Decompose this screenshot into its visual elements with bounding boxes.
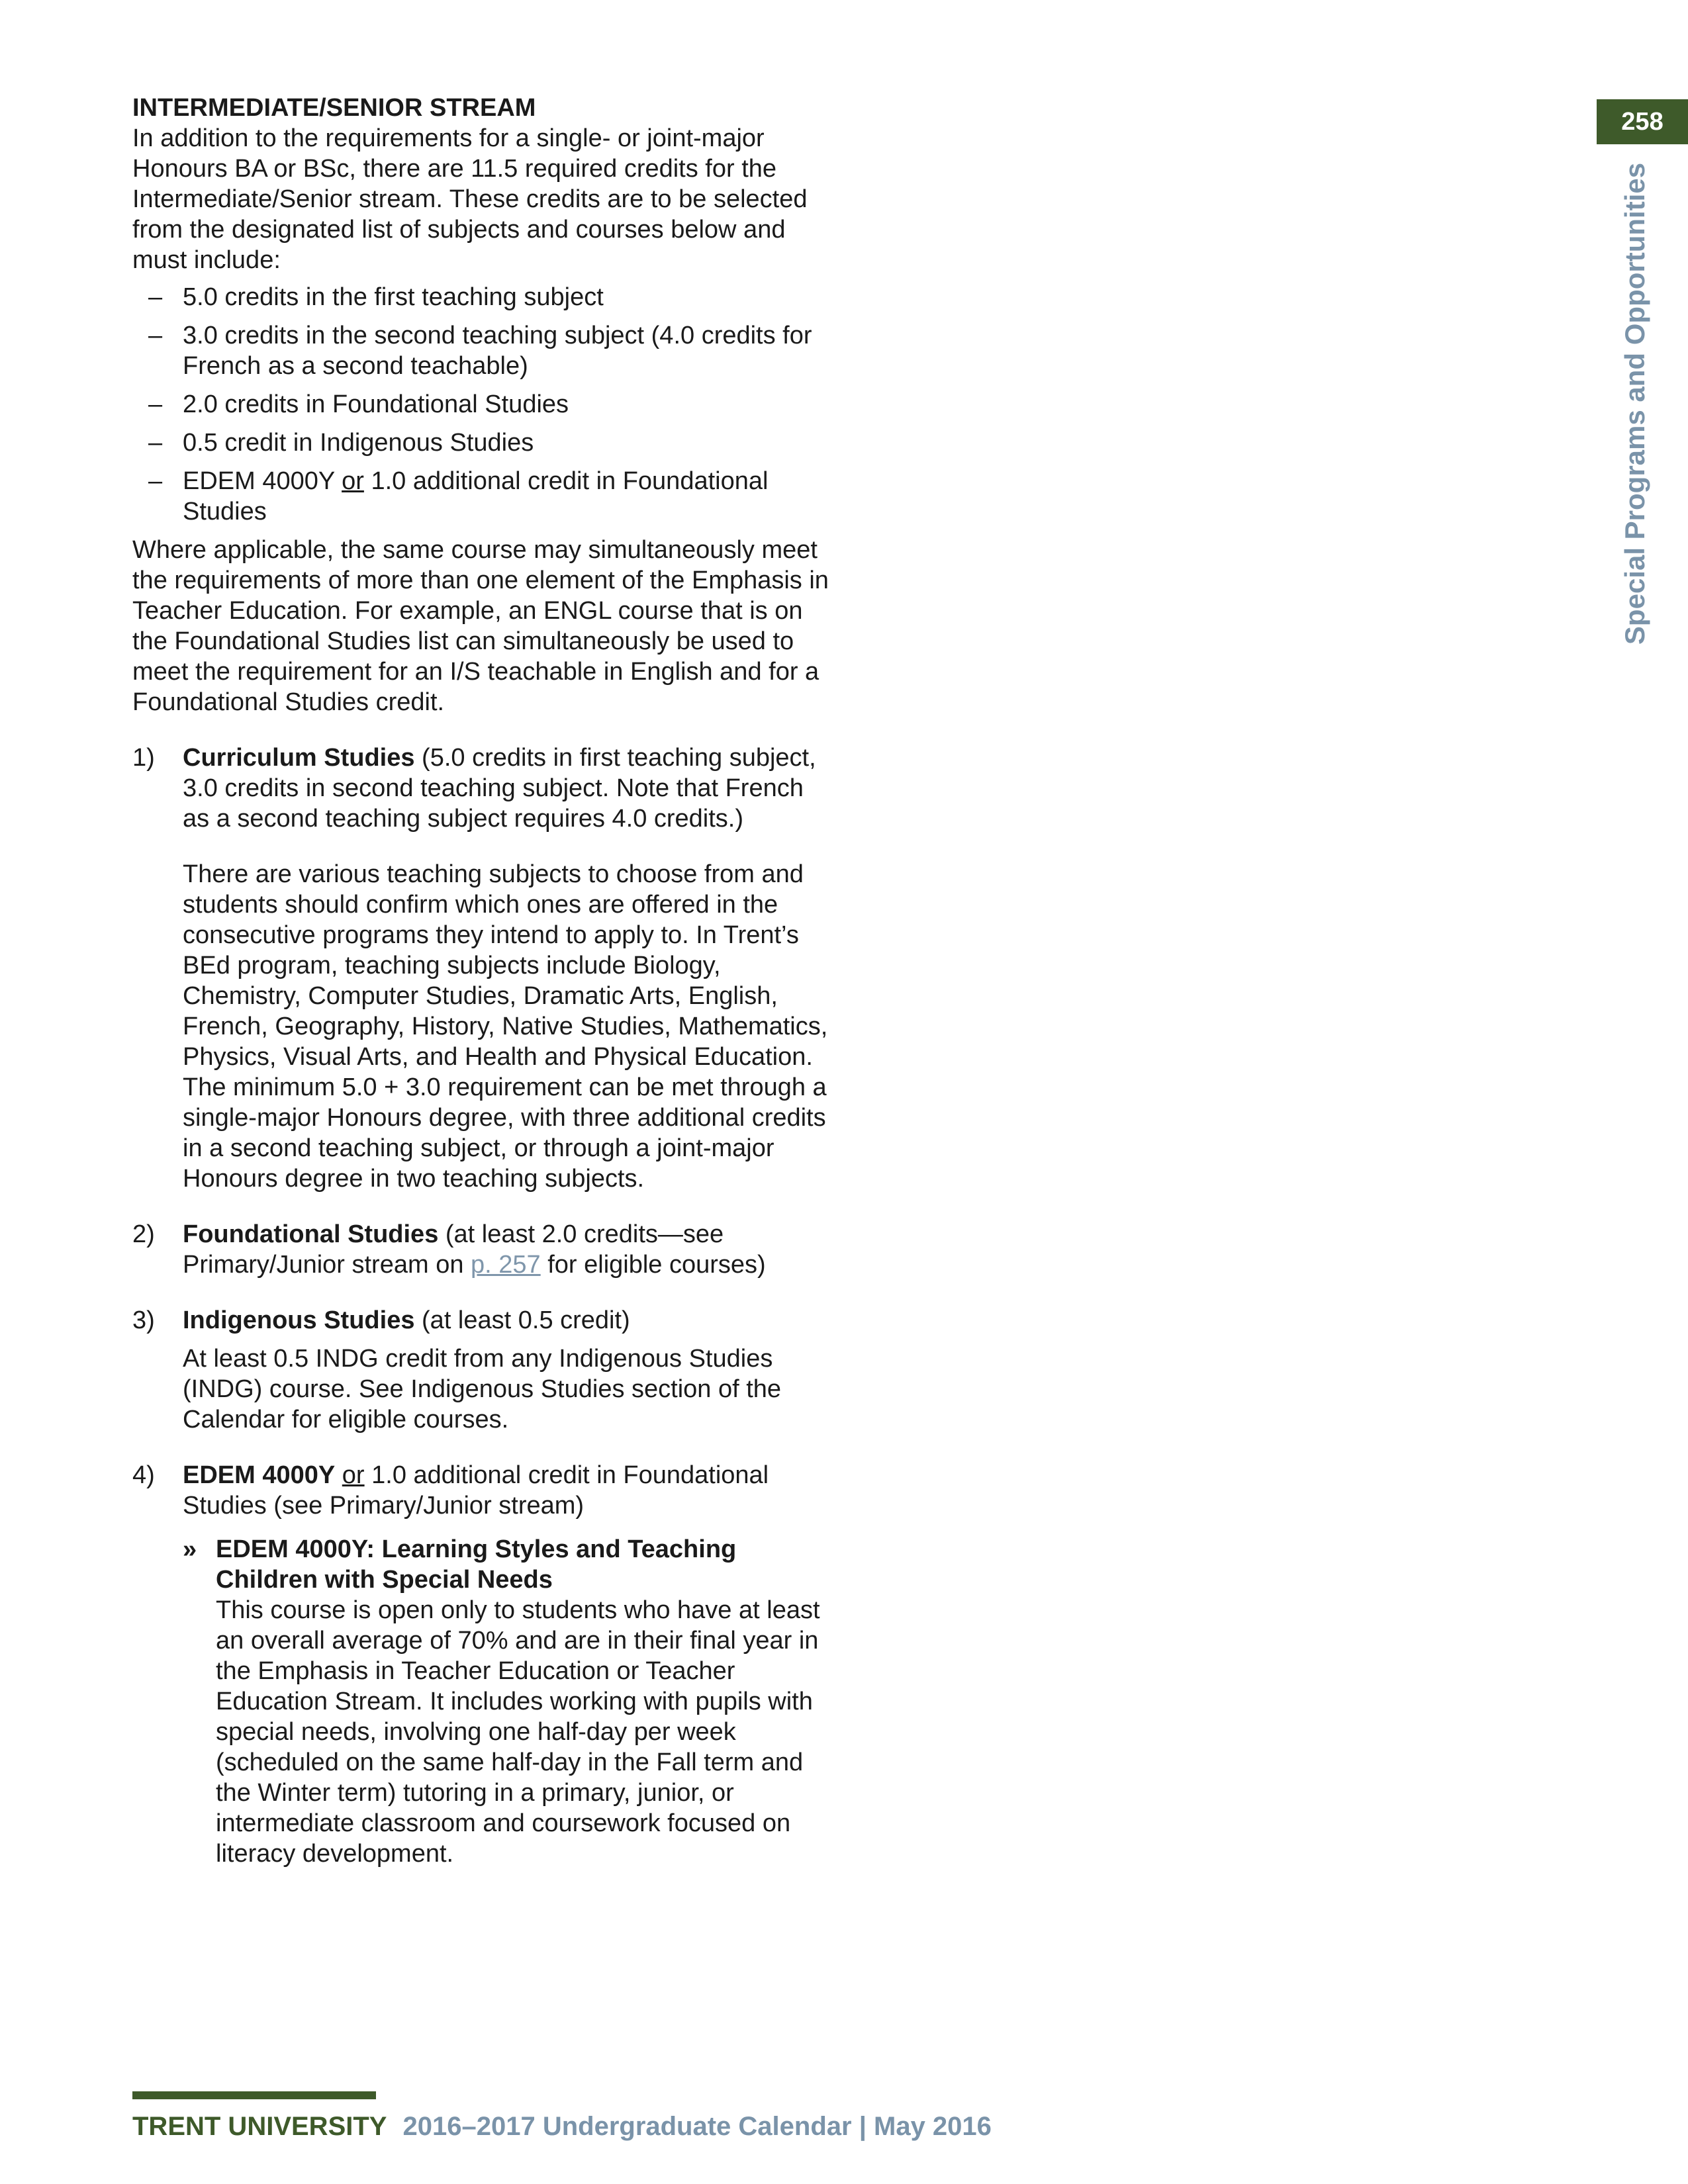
dash-marker: – [148, 283, 163, 311]
item-body: There are various teaching subjects to choose from and students should confirm which ones are offered in the consecutive programs they intend to apply to. In Trent’s BEd program, teaching subjects include Biology, Chemistry, Computer Studies, Dramatic Arts, English, French, Geography, History, Native Studies, Mathematics, Physics, Visual Arts, and Health and Physical Education. The minimum 5.0 + 3.0 requirement can be met through a single-major Honours degree, with three additional credits in a second teaching subject, or through a joint-major Honours degree in two teaching subjects. [183, 860, 828, 1193]
list-item [132, 389, 834, 420]
page-number-tab: 258 [1597, 99, 1688, 144]
item-detail: 1.0 additional credit in Foundational Studies (see Primary/Junior stream) [183, 1461, 769, 1520]
requirement-text: 5.0 credits in the first teaching subject [183, 283, 604, 311]
page-257-link[interactable]: p. 257 [471, 1251, 541, 1279]
dash-marker: – [148, 467, 163, 495]
item-heading-line [183, 1305, 834, 1336]
section-heading: INTERMEDIATE/SENIOR STREAM [132, 94, 536, 122]
item-number: 4) [132, 1461, 155, 1489]
item-heading-line [183, 1219, 834, 1280]
footer-calendar: 2016–2017 Undergraduate Calendar | May 2016 [402, 2112, 992, 2141]
dash-marker: – [148, 390, 163, 418]
intro-paragraph: In addition to the requirements for a single- or joint-major Honours BA or BSc, there are 11.5 required credits for the Intermediate/Senior stream. These credits are to be selected from the designated list of subjects and courses below and must include: [132, 124, 808, 274]
foundational-studies-item [132, 1219, 834, 1280]
item-detail: (at least 0.5 credit) [414, 1306, 630, 1334]
requirement-text: 3.0 credits in the second teaching subject (4.0 credits for French as a second teachable) [183, 322, 812, 380]
item-detail-after: for eligible courses) [540, 1251, 766, 1279]
list-item [132, 466, 834, 527]
course-body: This course is open only to students who have at least an overall average of 70% and are in their final year in the Emphasis in Teacher Education or Teacher Education Stream. It includes working with pupils with special needs, involving one half-day per week (scheduled on the same half-day in the Fall term and the Winter term) tutoring in a primary, junior, or intermediate classroom and coursework focused on literacy development. [216, 1596, 820, 1868]
item-title: Foundational Studies [183, 1220, 439, 1248]
indigenous-studies-item [132, 1305, 834, 1435]
item-detail: (5.0 credits in first teaching subject, 3.0 credits in second teaching subject. Note that French as a second teaching subject requires 4.0 credits.) [183, 744, 816, 833]
list-item [132, 282, 834, 312]
requirement-text-after: 1.0 additional credit in Foundational Studies [183, 467, 769, 525]
requirement-or: or [342, 467, 364, 495]
item-or: or [342, 1461, 365, 1489]
item-heading-line [183, 1460, 834, 1521]
item-number: 1) [132, 744, 155, 772]
requirements-list [132, 282, 834, 527]
chevron-marker-icon: » [183, 1535, 197, 1563]
requirement-text: 0.5 credit in Indigenous Studies [183, 429, 534, 457]
course-description [183, 1534, 834, 1869]
section-side-title-text: Special Programs and Opportunities [1619, 162, 1650, 645]
curriculum-studies-item [132, 743, 834, 1194]
requirement-text: 2.0 credits in Foundational Studies [183, 390, 569, 418]
dash-marker: – [148, 429, 163, 457]
item-number: 3) [132, 1306, 155, 1334]
item-number: 2) [132, 1220, 155, 1248]
list-item [132, 428, 834, 458]
dash-marker: – [148, 322, 163, 349]
item-title: EDEM 4000Y [183, 1461, 336, 1489]
footer [132, 2111, 992, 2142]
item-body: At least 0.5 INDG credit from any Indigenous Studies (INDG) course. See Indigenous Studies section of the Calendar for eligible courses. [183, 1345, 782, 1433]
course-title [216, 1534, 834, 1595]
list-item [132, 320, 834, 381]
item-title: Curriculum Studies [183, 744, 415, 772]
footer-rule [132, 2091, 376, 2099]
course-title-text: EDEM 4000Y: Learning Styles and Teaching Children with Special Needs [216, 1535, 737, 1594]
applicable-paragraph: Where applicable, the same course may simultaneously meet the requirements of more than one element of the Emphasis in Teacher Education. For example, an ENGL course that is on the Foundational Studies list can simultaneously be used to meet the requirement for an I/S teachable in English and for a Foundational Studies credit. [132, 536, 829, 716]
requirement-text-before: EDEM 4000Y [183, 467, 342, 495]
item-heading-line [183, 743, 834, 834]
main-content [132, 93, 834, 1869]
footer-university: TRENT UNIVERSITY [132, 2112, 387, 2141]
section-side-title [1609, 162, 1662, 645]
item-detail-before: (at least 2.0 credits—see Primary/Junior stream on [183, 1220, 724, 1279]
edem-item [132, 1460, 834, 1869]
item-title: Indigenous Studies [183, 1306, 415, 1334]
